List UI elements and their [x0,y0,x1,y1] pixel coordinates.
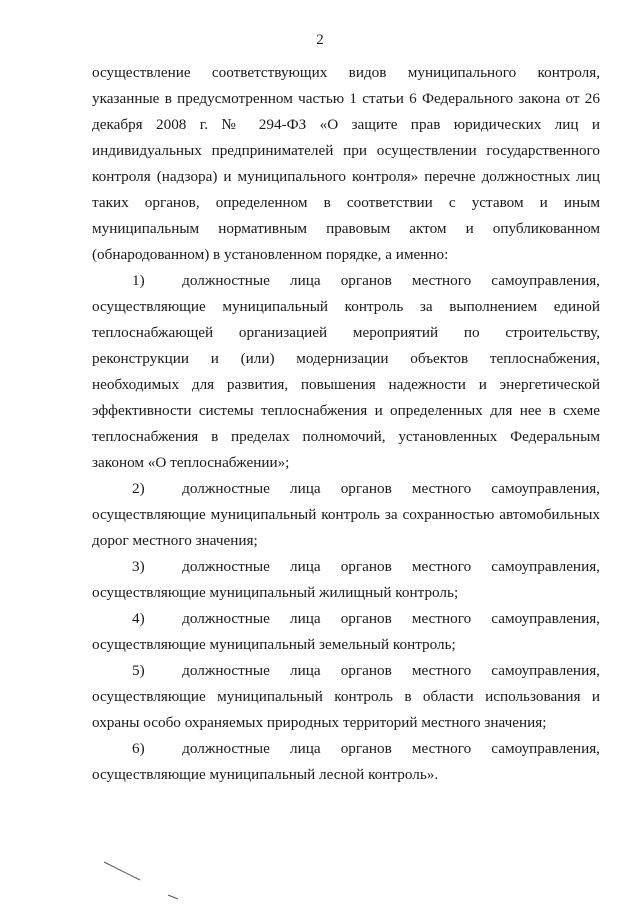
list-item [92,476,600,554]
list-item [92,606,600,658]
list-item-number: 5) [132,662,145,679]
list-item-number: 6) [132,740,145,757]
list-item-first-line: 3) должностные лица органов местного самоуправления, [92,554,600,580]
pen-stroke [104,862,140,880]
list-item-first-line: 2) должностные лица органов местного самоуправления, [92,476,600,502]
list-item [92,268,600,476]
list-item-first-line: 5) должностные лица органов местного самоуправления, [92,658,600,684]
intro-paragraph: осуществление соответствующих видов муниципального контроля, указанные в предусмотренном частью 1 статьи 6 Федерального закона от 26 декабря 2008 г. № 294-ФЗ «О защите прав юридических лиц и индивидуальных предпринимателей при осуществлении государственного контроля (надзора) и муниципального контроля» перечне должностных лиц таких органов, определенном в соответствии с уставом и иным муниципальным нормативным правовым актом и опубликованном (обнародованном) в установленном порядке, а именно: [92,64,600,263]
list-item [92,554,600,606]
list-item-number: 1) [132,272,145,289]
page-number: 2 [316,32,324,48]
list-item-text: осуществляющие муниципальный контроль за сохранностью автомобильных дорог местного значения; [92,506,600,549]
list-item-first-line: 4) должностные лица органов местного самоуправления, [92,606,600,632]
list-item [92,658,600,736]
pen-stroke [168,895,178,899]
list-item-text: осуществляющие муниципальный земельный контроль; [92,636,456,653]
list-item-text: осуществляющие муниципальный жилищный контроль; [92,584,459,601]
list-item-number: 4) [132,610,145,627]
list-item-number: 3) [132,558,145,575]
list-item-text: осуществляющие муниципальный лесной контроль». [92,766,439,783]
list-item [92,736,600,788]
list-item-text: осуществляющие муниципальный контроль за выполнением единой теплоснабжающей организацией мероприятий по строительству, реконструкции и (или) модернизации объектов теплоснабжения, необходимых для развития, повышения надежности и энергетической эффективности системы теплоснабжения и определенных для нее в схеме теплоснабжения в пределах полномочий, установленных Федеральным законом «О теплоснабжении»; [92,298,600,471]
list-item-first-line: 6) должностные лица органов местного самоуправления, [92,736,600,762]
document-body [92,60,600,788]
list-item-number: 2) [132,480,145,497]
list-item-text: осуществляющие муниципальный контроль в области использования и охраны особо охраняемых природных территорий местного значения; [92,688,600,731]
list-item-first-line: 1) должностные лица органов местного самоуправления, [92,268,600,294]
